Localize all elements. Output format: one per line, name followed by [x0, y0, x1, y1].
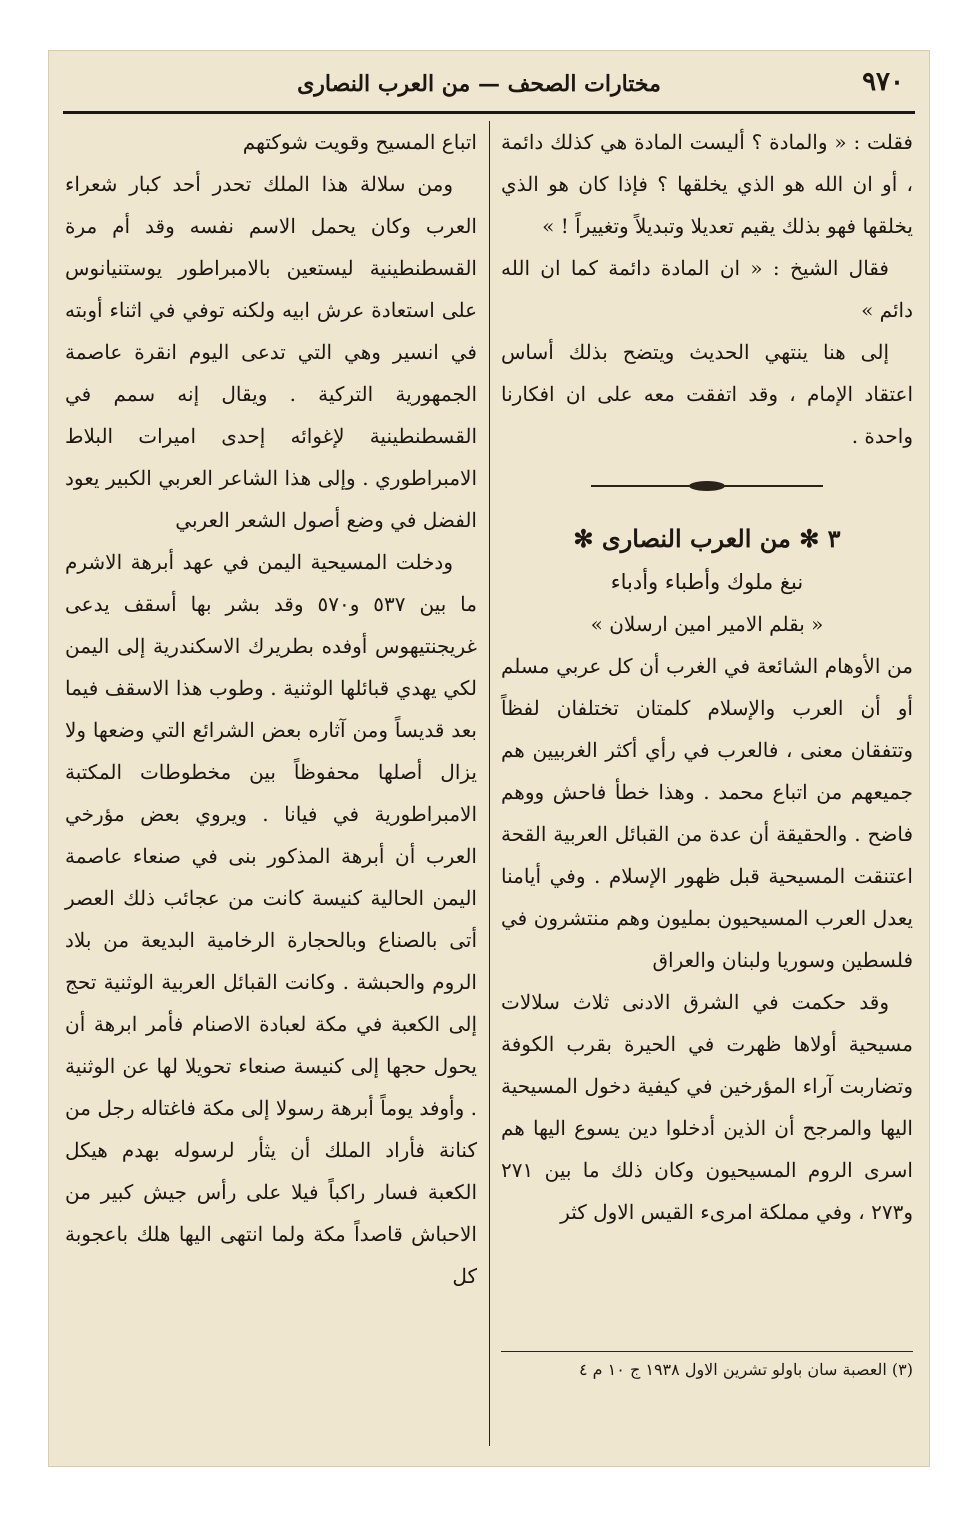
footnote: (٣) العصبة سان باولو تشرين الاول ١٩٣٨ ج ١٠ م ٤: [579, 1360, 913, 1379]
article-title: ٣ ✻ من العرب النصارى ✻: [573, 524, 841, 553]
left-column: [65, 121, 477, 1297]
paragraph: وقد حكمت في الشرق الادنى ثلاث سلالات مسيحية أولاها ظهرت في الحيرة بقرب الكوفة وتضاربت آراء المؤرخين في كيفية دخول المسيحية اليها والمرجح أن الذين أدخلوا دين يسوع اليها هم اسرى الروم المسيحيون وكان ذلك ما بين ٢٧١ و٢٧٣ ، وفي مملكة امرىء القيس الاول كثر: [501, 990, 913, 1224]
paragraph: ودخلت المسيحية اليمن في عهد أبرهة الاشرم ما بين ٥٣٧ و٥٧٠ وقد بشر بها أسقف يدعى غريجنتيهوس أوفده بطريرك الاسكندرية إلى اليمن لكي يهدي قبائلها الوثنية . وطوب هذا الاسقف فيما بعد قديساً ومن آثاره بعض الشرائع التي وضعها ولا يزال أصلها محفوظاً بين مخطوطات المكتبة الامبراطورية في فيانا . ويروي بعض مؤرخي العرب أن أبرهة المذكور بنى في صنعاء عاصمة اليمن الحالية كنيسة كانت من عجائب ذلك العصر أتى بالصناع وبالحجارة الرخامية البديعة من بلاد الروم والحبشة . وكانت القبائل العربية الوثنية تحج إلى الكعبة في مكة لعبادة الاصنام فأمر ابرهة أن يحول حجها إلى كنيسة صنعاء تحويلا لها عن الوثنية . وأوفد يوماً أبرهة رسولا إلى مكة فاغتاله رجل من كنانة فأراد الملك أن يثأر لرسوله بهدم هيكل الكعبة فسار راكباً فيلا على رأس جيش كبير من الاحباش قاصداً مكة ولما انتهى اليها هلك باعجوبة كل: [65, 550, 477, 1288]
paragraph: من الأوهام الشائعة في الغرب أن كل عربي مسلم أو أن العرب والإسلام كلمتان تختلفان لفظاً وتتفقان معنى ، فالعرب في رأي أكثر الغربيين هم جميعهم من اتباع محمد . وهذا خطأ فاحش ووهم فاضح . والحقيقة أن عدة من القبائل العربية القحة اعتنقت المسيحية قبل ظهور الإسلام . وفي أيامنا يعدل العرب المسيحيون بمليون وهم منتشرون في فلسطين وسوريا ولبنان والعراق: [501, 654, 913, 972]
paragraph: إلى هنا ينتهي الحديث ويتضح بذلك أساس اعتقاد الإمام ، وقد اتفقت معه على ان افكارنا واحدة .: [501, 340, 913, 448]
paragraph: اتباع المسيح وقويت شوكتهم: [242, 130, 477, 154]
running-title: مختارات الصحف — من العرب النصارى: [297, 71, 661, 97]
footnote-rule: [501, 1351, 913, 1352]
article-byline: « بقلم الامير امين ارسلان »: [590, 612, 824, 636]
page-number: ٩٧٠: [862, 67, 904, 97]
right-column: [501, 121, 913, 1233]
paragraph: فقلت : « والمادة ؟ أليست المادة هي كذلك دائمة ، أو ان الله هو الذي يخلقها ؟ فإذا كان هو الذي يخلقها فهو بذلك يقيم تعديلا وتبديلاً وتغييراً ! »: [501, 130, 913, 238]
header-rule: [63, 111, 915, 114]
article-subtitle: نبغ ملوك وأطباء وأدباء: [610, 570, 804, 594]
section-ornament: [501, 457, 913, 517]
paragraph: فقال الشيخ : « ان المادة دائمة كما ان الله دائم »: [501, 256, 913, 322]
column-divider: [489, 121, 490, 1446]
paragraph: ومن سلالة هذا الملك تحدر أحد كبار شعراء العرب وكان يحمل الاسم نفسه وقد أم مرة القسطنطينية ليستعين بالامبراطور يوستنيانوس على استعادة عرش ابيه ولكنه توفي في اثناء أوبته في انسير وهي التي تدعى اليوم انقرة عاصمة الجمهورية التركية . ويقال إنه سمم في القسطنطينية لإغوائه إحدى اميرات البلاط الامبراطوري . وإلى هذا الشاعر العربي الكبير يعود الفضل في وضع أصول الشعر العربي: [65, 172, 477, 532]
page-header: [49, 63, 929, 103]
newspaper-page: [48, 50, 930, 1467]
